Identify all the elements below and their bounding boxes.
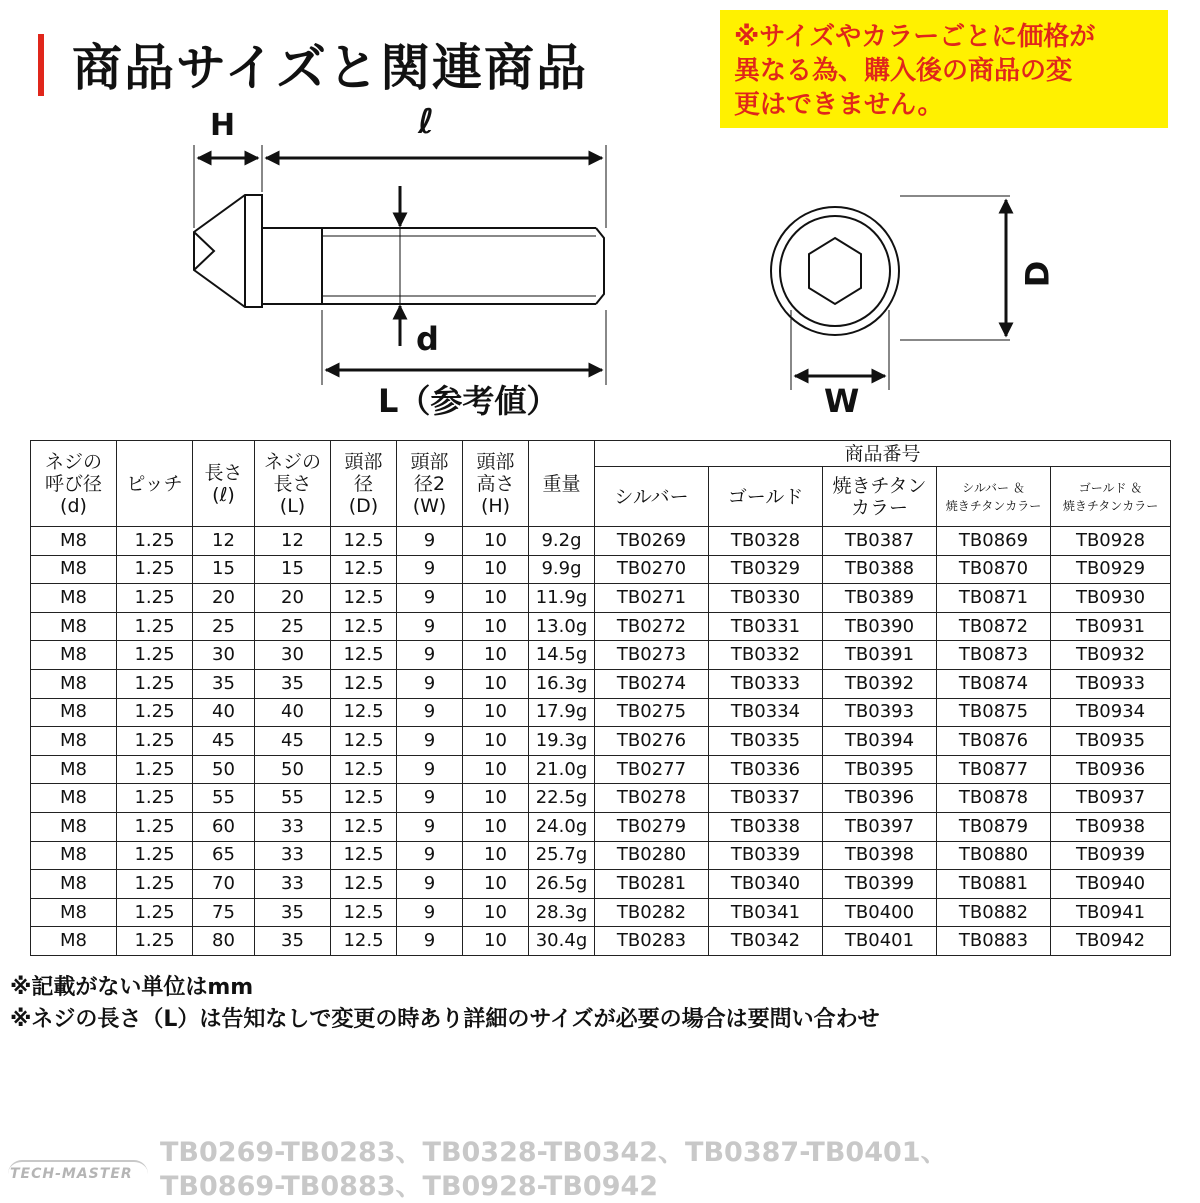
table-cell: 40: [255, 698, 331, 727]
table-cell: 12: [255, 527, 331, 556]
table-cell: 10: [463, 727, 529, 756]
table-cell: 10: [463, 898, 529, 927]
table-row: [31, 669, 1171, 698]
table-cell: 25: [255, 612, 331, 641]
table-cell: M8: [31, 698, 117, 727]
page-title: 商品サイズと関連商品: [72, 39, 588, 97]
table-cell: 1.25: [117, 841, 193, 870]
table-cell: 12.5: [331, 841, 397, 870]
table-cell: 15: [255, 555, 331, 584]
label-d: d: [416, 320, 439, 358]
table-cell: 12.5: [331, 698, 397, 727]
table-cell: 9: [397, 812, 463, 841]
table-cell: 9.2g: [529, 527, 595, 556]
table-row: [31, 927, 1171, 956]
table-cell: 26.5g: [529, 870, 595, 899]
table-cell: TB0393: [823, 698, 937, 727]
table-cell: 9: [397, 841, 463, 870]
table-cell: 9: [397, 927, 463, 956]
table-cell: TB0271: [595, 584, 709, 613]
table-row: [31, 784, 1171, 813]
table-cell: 30.4g: [529, 927, 595, 956]
table-cell: 10: [463, 527, 529, 556]
header-pitch: ピッチ: [117, 441, 193, 527]
table-cell: TB0873: [937, 641, 1051, 670]
table-cell: 1.25: [117, 727, 193, 756]
table-cell: TB0388: [823, 555, 937, 584]
table-cell: 9: [397, 784, 463, 813]
table-cell: TB0397: [823, 812, 937, 841]
table-cell: TB0278: [595, 784, 709, 813]
table-cell: TB0331: [709, 612, 823, 641]
table-cell: TB0390: [823, 612, 937, 641]
bolt-dimension-diagram: [0, 0, 1200, 440]
table-cell: 1.25: [117, 870, 193, 899]
spec-table-body: [31, 527, 1171, 956]
table-cell: 20: [255, 584, 331, 613]
label-L: L（参考値）: [378, 382, 559, 420]
table-cell: 10: [463, 612, 529, 641]
table-cell: M8: [31, 927, 117, 956]
table-cell: TB0336: [709, 755, 823, 784]
table-cell: 1.25: [117, 612, 193, 641]
label-H: H: [210, 108, 236, 143]
table-cell: 24.0g: [529, 812, 595, 841]
table-cell: TB0883: [937, 927, 1051, 956]
table-cell: 12.5: [331, 784, 397, 813]
notice-line: 更はできません。: [734, 90, 944, 120]
table-row: [31, 812, 1171, 841]
table-cell: TB0874: [937, 669, 1051, 698]
table-cell: TB0337: [709, 784, 823, 813]
table-cell: 9: [397, 584, 463, 613]
table-cell: TB0395: [823, 755, 937, 784]
table-cell: 1.25: [117, 927, 193, 956]
table-cell: M8: [31, 784, 117, 813]
table-cell: 19.3g: [529, 727, 595, 756]
table-row: [31, 527, 1171, 556]
notice-line: ※サイズやカラーごとに価格が: [734, 22, 1096, 52]
table-cell: 1.25: [117, 641, 193, 670]
table-cell: M8: [31, 812, 117, 841]
table-cell: 10: [463, 641, 529, 670]
table-cell: 80: [193, 927, 255, 956]
table-cell: TB0335: [709, 727, 823, 756]
table-cell: TB0398: [823, 841, 937, 870]
table-cell: 25.7g: [529, 841, 595, 870]
table-cell: 9: [397, 669, 463, 698]
table-cell: TB0939: [1051, 841, 1171, 870]
table-cell: TB0870: [937, 555, 1051, 584]
table-row: [31, 898, 1171, 927]
table-cell: 28.3g: [529, 898, 595, 927]
table-cell: TB0279: [595, 812, 709, 841]
table-cell: TB0387: [823, 527, 937, 556]
table-row: [31, 870, 1171, 899]
table-cell: M8: [31, 527, 117, 556]
table-cell: 1.25: [117, 669, 193, 698]
table-row: [31, 841, 1171, 870]
table-cell: M8: [31, 555, 117, 584]
table-cell: 10: [463, 555, 529, 584]
table-cell: 55: [193, 784, 255, 813]
table-cell: 33: [255, 841, 331, 870]
table-cell: 12.5: [331, 727, 397, 756]
table-cell: M8: [31, 870, 117, 899]
table-cell: 45: [255, 727, 331, 756]
table-cell: 35: [255, 927, 331, 956]
header-gold: ゴールド: [709, 467, 823, 527]
table-cell: TB0273: [595, 641, 709, 670]
table-cell: TB0272: [595, 612, 709, 641]
table-cell: TB0882: [937, 898, 1051, 927]
table-cell: 22.5g: [529, 784, 595, 813]
table-cell: 9: [397, 898, 463, 927]
spec-table: [30, 440, 1171, 956]
header-product-number: 商品番号: [595, 441, 1171, 467]
table-row: [31, 755, 1171, 784]
table-cell: TB0876: [937, 727, 1051, 756]
table-cell: TB0391: [823, 641, 937, 670]
table-cell: TB0877: [937, 755, 1051, 784]
table-cell: 9: [397, 727, 463, 756]
header-length: 長さ (ℓ): [193, 441, 255, 527]
table-cell: 12.5: [331, 527, 397, 556]
table-cell: 10: [463, 698, 529, 727]
related-range-line: TB0269-TB0283、TB0328-TB0342、TB0387-TB0401、: [160, 1137, 948, 1168]
table-cell: 65: [193, 841, 255, 870]
table-cell: 60: [193, 812, 255, 841]
table-cell: 10: [463, 584, 529, 613]
table-cell: TB0389: [823, 584, 937, 613]
table-cell: TB0401: [823, 927, 937, 956]
table-cell: 12.5: [331, 870, 397, 899]
footnote-thread-length: ※ネジの長さ（L）は告知なしで変更の時あり詳細のサイズが必要の場合は要問い合わせ: [10, 1007, 880, 1032]
table-cell: M8: [31, 584, 117, 613]
footnote-units: ※記載がない単位はmm: [10, 975, 254, 1000]
table-cell: TB0881: [937, 870, 1051, 899]
table-cell: TB0933: [1051, 669, 1171, 698]
table-cell: 14.5g: [529, 641, 595, 670]
table-cell: 40: [193, 698, 255, 727]
table-cell: TB0270: [595, 555, 709, 584]
table-cell: TB0942: [1051, 927, 1171, 956]
table-cell: TB0283: [595, 927, 709, 956]
table-cell: 50: [255, 755, 331, 784]
table-cell: TB0872: [937, 612, 1051, 641]
table-cell: M8: [31, 755, 117, 784]
table-cell: 12.5: [331, 612, 397, 641]
table-cell: TB0871: [937, 584, 1051, 613]
table-cell: TB0934: [1051, 698, 1171, 727]
table-cell: 12.5: [331, 898, 397, 927]
notice-line: 異なる為、購入後の商品の変: [734, 56, 1073, 86]
table-row: [31, 584, 1171, 613]
header-burnt-titanium: 焼きチタン カラー: [823, 467, 937, 527]
table-cell: 1.25: [117, 898, 193, 927]
table-cell: TB0340: [709, 870, 823, 899]
table-cell: TB0269: [595, 527, 709, 556]
table-cell: TB0875: [937, 698, 1051, 727]
table-cell: 1.25: [117, 527, 193, 556]
table-cell: TB0935: [1051, 727, 1171, 756]
table-cell: 10: [463, 669, 529, 698]
table-cell: 30: [255, 641, 331, 670]
table-cell: TB0932: [1051, 641, 1171, 670]
table-cell: 12.5: [331, 755, 397, 784]
table-cell: 9: [397, 527, 463, 556]
header-head-diameter-2: 頭部 径2 (W): [397, 441, 463, 527]
table-cell: 10: [463, 870, 529, 899]
table-cell: 10: [463, 755, 529, 784]
table-cell: TB0274: [595, 669, 709, 698]
table-cell: TB0396: [823, 784, 937, 813]
table-cell: TB0332: [709, 641, 823, 670]
table-cell: 16.3g: [529, 669, 595, 698]
table-cell: M8: [31, 612, 117, 641]
table-cell: TB0931: [1051, 612, 1171, 641]
table-cell: 17.9g: [529, 698, 595, 727]
table-cell: 35: [255, 669, 331, 698]
table-cell: TB0940: [1051, 870, 1171, 899]
table-cell: TB0280: [595, 841, 709, 870]
table-cell: TB0399: [823, 870, 937, 899]
table-cell: 10: [463, 784, 529, 813]
table-cell: 12.5: [331, 555, 397, 584]
header-nominal-diameter: ネジの 呼び径 (d): [31, 441, 117, 527]
table-cell: TB0394: [823, 727, 937, 756]
table-cell: 1.25: [117, 755, 193, 784]
table-cell: M8: [31, 669, 117, 698]
label-D: D: [1018, 260, 1057, 288]
table-cell: M8: [31, 641, 117, 670]
table-cell: 1.25: [117, 784, 193, 813]
table-row: [31, 641, 1171, 670]
table-cell: 12.5: [331, 641, 397, 670]
table-cell: M8: [31, 727, 117, 756]
table-cell: TB0330: [709, 584, 823, 613]
table-cell: 9: [397, 698, 463, 727]
table-row: [31, 555, 1171, 584]
table-cell: TB0341: [709, 898, 823, 927]
table-cell: TB0281: [595, 870, 709, 899]
table-cell: TB0869: [937, 527, 1051, 556]
table-cell: 75: [193, 898, 255, 927]
table-cell: 33: [255, 812, 331, 841]
table-cell: 35: [193, 669, 255, 698]
table-row: [31, 727, 1171, 756]
table-cell: TB0342: [709, 927, 823, 956]
table-cell: 12.5: [331, 812, 397, 841]
table-cell: 50: [193, 755, 255, 784]
table-cell: M8: [31, 841, 117, 870]
table-cell: TB0938: [1051, 812, 1171, 841]
table-cell: TB0329: [709, 555, 823, 584]
table-cell: 13.0g: [529, 612, 595, 641]
label-W: W: [824, 382, 860, 420]
table-cell: 35: [255, 898, 331, 927]
table-cell: TB0333: [709, 669, 823, 698]
table-cell: TB0937: [1051, 784, 1171, 813]
table-cell: 15: [193, 555, 255, 584]
table-cell: TB0879: [937, 812, 1051, 841]
table-cell: 9: [397, 641, 463, 670]
table-cell: 70: [193, 870, 255, 899]
table-cell: 30: [193, 641, 255, 670]
table-cell: 11.9g: [529, 584, 595, 613]
table-cell: TB0328: [709, 527, 823, 556]
table-cell: TB0276: [595, 727, 709, 756]
table-cell: TB0275: [595, 698, 709, 727]
table-cell: 9.9g: [529, 555, 595, 584]
table-cell: TB0334: [709, 698, 823, 727]
table-cell: 9: [397, 612, 463, 641]
table-cell: TB0878: [937, 784, 1051, 813]
table-cell: 45: [193, 727, 255, 756]
header-weight: 重量: [529, 441, 595, 527]
header-thread-length: ネジの 長さ (L): [255, 441, 331, 527]
table-cell: TB0400: [823, 898, 937, 927]
table-cell: TB0277: [595, 755, 709, 784]
table-cell: 33: [255, 870, 331, 899]
table-cell: 10: [463, 841, 529, 870]
table-cell: TB0338: [709, 812, 823, 841]
header-gold-burnt-titanium: ゴールド ＆ 焼きチタンカラー: [1051, 467, 1171, 527]
table-cell: 10: [463, 812, 529, 841]
table-cell: 1.25: [117, 555, 193, 584]
table-cell: 55: [255, 784, 331, 813]
brand-logo: TECH-MASTER: [10, 1166, 133, 1182]
header-head-height: 頭部 高さ (H): [463, 441, 529, 527]
table-cell: 21.0g: [529, 755, 595, 784]
table-cell: TB0282: [595, 898, 709, 927]
table-cell: TB0941: [1051, 898, 1171, 927]
table-cell: TB0928: [1051, 527, 1171, 556]
table-cell: TB0339: [709, 841, 823, 870]
table-cell: TB0392: [823, 669, 937, 698]
table-cell: TB0880: [937, 841, 1051, 870]
table-cell: TB0929: [1051, 555, 1171, 584]
table-cell: M8: [31, 898, 117, 927]
label-l: ℓ: [418, 102, 435, 142]
table-cell: 1.25: [117, 812, 193, 841]
table-cell: 12: [193, 527, 255, 556]
header-silver: シルバー: [595, 467, 709, 527]
table-cell: 9: [397, 755, 463, 784]
table-cell: 12.5: [331, 669, 397, 698]
header-head-diameter: 頭部 径 (D): [331, 441, 397, 527]
table-cell: TB0930: [1051, 584, 1171, 613]
header-silver-burnt-titanium: シルバー ＆ 焼きチタンカラー: [937, 467, 1051, 527]
table-cell: 12.5: [331, 927, 397, 956]
bolt-end-view: [771, 196, 1010, 390]
table-cell: 10: [463, 927, 529, 956]
table-cell: 20: [193, 584, 255, 613]
table-cell: 9: [397, 555, 463, 584]
table-cell: 9: [397, 870, 463, 899]
table-cell: TB0936: [1051, 755, 1171, 784]
related-range-line: TB0869-TB0883、TB0928-TB0942: [160, 1171, 659, 1202]
table-cell: 12.5: [331, 584, 397, 613]
table-row: [31, 698, 1171, 727]
table-cell: 25: [193, 612, 255, 641]
table-row: [31, 612, 1171, 641]
table-cell: 1.25: [117, 698, 193, 727]
table-cell: 1.25: [117, 584, 193, 613]
